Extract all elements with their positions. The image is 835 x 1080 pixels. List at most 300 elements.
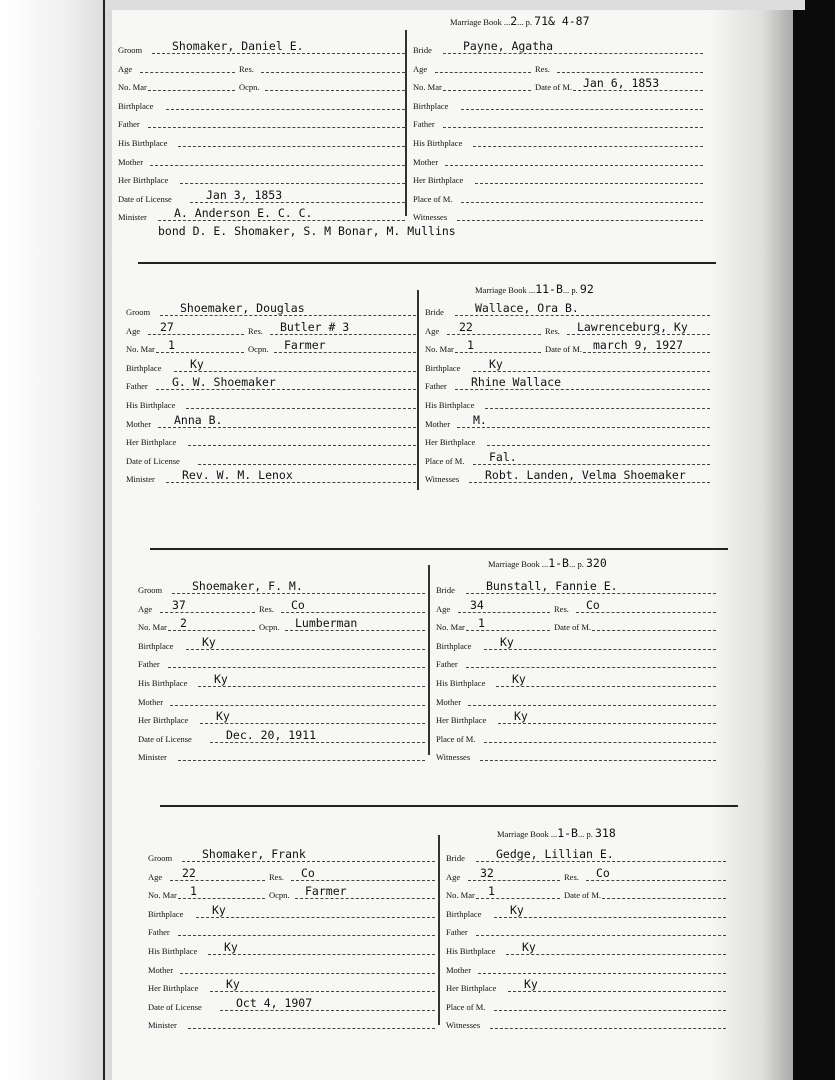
groom-row-groom xyxy=(126,300,416,318)
bride-date-of-m-label: Date of M. xyxy=(554,622,592,633)
fill-line xyxy=(186,408,416,409)
groom-mother-label: Mother xyxy=(118,156,144,167)
fill-line xyxy=(480,760,716,761)
bride-row-place-of-m xyxy=(436,727,716,745)
bride-no-mar-label: No. Mar xyxy=(446,890,475,901)
groom-row-age xyxy=(148,865,435,883)
groom-res-label: Res. xyxy=(239,63,254,74)
groom-row-her-birthplace xyxy=(126,430,416,448)
bride-age-label: Age xyxy=(436,603,451,614)
fill-line xyxy=(166,109,405,110)
groom-minister-value: A. Anderson E. C. C. xyxy=(174,206,313,221)
bride-row-no-mar xyxy=(425,337,710,355)
bride-witnesses-label: Witnesses xyxy=(413,212,448,223)
groom-ocpn-label: Ocpn. xyxy=(248,344,269,355)
groom-row-his-birthplace xyxy=(126,393,416,411)
bride-res-label: Res. xyxy=(564,871,579,882)
groom-row-date-of-license xyxy=(126,449,416,467)
bride-father-label: Father xyxy=(413,119,435,130)
bride-father-label: Father xyxy=(446,927,468,938)
fill-line xyxy=(198,464,416,465)
fill-line xyxy=(461,202,703,203)
bride-row-age xyxy=(446,865,726,883)
bride-row-bride xyxy=(413,38,703,56)
fill-line xyxy=(172,593,425,594)
groom-minister-label: Minister xyxy=(118,212,147,223)
groom-father-value: G. W. Shoemaker xyxy=(172,375,276,390)
groom-ocpn-value: Farmer xyxy=(284,338,326,353)
groom-row-no-mar xyxy=(126,337,416,355)
bride-birthplace-label: Birthplace xyxy=(425,362,461,373)
marriage-book-page: 71& 4-87 xyxy=(534,14,590,28)
groom-row-age xyxy=(118,57,405,75)
bride-bride-label: Bride xyxy=(425,307,444,317)
bride-row-place-of-m xyxy=(425,449,710,467)
groom-res-value: Co xyxy=(291,597,305,612)
groom-row-mother xyxy=(118,150,405,168)
bride-row-age xyxy=(425,319,710,337)
groom-her-birthplace-label: Her Birthplace xyxy=(126,437,177,448)
groom-minister-label: Minister xyxy=(138,752,167,763)
groom-row-minister xyxy=(138,745,425,763)
bride-row-her-birthplace xyxy=(446,976,726,994)
bride-age-value: 32 xyxy=(480,865,494,880)
fill-line xyxy=(210,991,435,992)
bride-date-of-m-label: Date of M. xyxy=(535,82,573,93)
groom-row-her-birthplace xyxy=(118,168,405,186)
groom-row-minister xyxy=(126,467,416,485)
marriage-book-page-label: p. xyxy=(571,285,578,295)
groom-groom-label: Groom xyxy=(126,307,151,317)
groom-his-birthplace-value: Ky xyxy=(214,672,228,686)
groom-row-his-birthplace xyxy=(138,671,425,689)
fill-line xyxy=(447,334,541,335)
fill-line xyxy=(494,1010,726,1011)
bride-row-her-birthplace xyxy=(413,168,703,186)
fill-line xyxy=(445,165,703,166)
groom-age-label: Age xyxy=(138,603,153,614)
bride-res-value: Lawrenceburg, Ky xyxy=(577,319,688,334)
bride-row-mother xyxy=(446,958,726,976)
fill-line xyxy=(567,334,710,335)
groom-row-groom xyxy=(118,38,405,56)
bride-mother-value: M. xyxy=(473,412,487,427)
bride-row-witnesses xyxy=(446,1013,726,1031)
bride-place-of-m-value: Fal. xyxy=(489,449,517,464)
fill-line xyxy=(455,389,710,390)
bride-his-birthplace-label: His Birthplace xyxy=(425,400,475,410)
groom-birthplace-value: Ky xyxy=(190,356,204,371)
bride-row-no-mar xyxy=(436,615,716,633)
fill-line xyxy=(490,1028,726,1029)
groom-row-her-birthplace xyxy=(138,708,425,726)
fill-line xyxy=(170,880,265,881)
groom-ocpn-value: Farmer xyxy=(305,884,347,899)
groom-row-birthplace xyxy=(148,902,435,920)
fill-line xyxy=(274,352,416,353)
fill-line xyxy=(494,917,726,918)
bride-row-father xyxy=(425,374,710,392)
groom-no-mar-label: No. Mar xyxy=(138,622,167,633)
fill-line xyxy=(152,53,405,54)
marriage-book-page-label: p. xyxy=(577,559,584,569)
fill-line xyxy=(291,880,435,881)
fill-line xyxy=(168,667,425,668)
groom-res-label: Res. xyxy=(259,603,274,614)
fill-line xyxy=(478,973,726,974)
marriage-book-page-label: p. xyxy=(586,829,593,839)
fill-line xyxy=(443,127,703,128)
bride-father-value: Rhine Wallace xyxy=(471,375,562,390)
fill-line xyxy=(158,427,416,428)
bride-bride-label: Bride xyxy=(436,585,455,595)
bride-birthplace-label: Birthplace xyxy=(436,640,472,651)
groom-her-birthplace-label: Her Birthplace xyxy=(118,175,169,186)
marriage-book-number: 2 xyxy=(510,14,518,28)
bride-no-mar-label: No. Mar xyxy=(413,82,442,93)
groom-ocpn-label: Ocpn. xyxy=(259,622,280,633)
bride-name-value: Gedge, Lillian E. xyxy=(496,847,614,861)
card-divider xyxy=(160,805,738,807)
fill-line xyxy=(178,146,405,147)
bride-row-father xyxy=(446,920,726,938)
bride-res-label: Res. xyxy=(545,325,560,336)
bride-row-birthplace xyxy=(413,94,703,112)
groom-her-birthplace-value: Ky xyxy=(216,709,230,724)
groom-date-of-license-value: Dec. 20, 1911 xyxy=(226,727,317,742)
bride-mother-label: Mother xyxy=(446,964,472,975)
marriage-book-label: Marriage Book xyxy=(450,17,502,27)
fill-line xyxy=(210,742,425,743)
bride-res-label: Res. xyxy=(535,63,550,74)
fill-line xyxy=(484,742,716,743)
groom-row-her-birthplace xyxy=(148,976,435,994)
bride-no-mar-label: No. Mar xyxy=(436,622,465,633)
bride-his-birthplace-label: His Birthplace xyxy=(413,138,463,148)
bride-her-birthplace-value: Ky xyxy=(514,709,528,724)
bride-row-no-mar xyxy=(446,883,726,901)
bride-bride-label: Bride xyxy=(446,853,465,863)
fill-line xyxy=(458,612,550,613)
bride-no-mar-value: 1 xyxy=(467,338,474,353)
bride-res-label: Res. xyxy=(554,603,569,614)
fill-line xyxy=(476,861,726,862)
fill-line xyxy=(496,686,716,687)
groom-his-birthplace-label: His Birthplace xyxy=(148,946,198,956)
bride-age-label: Age xyxy=(446,871,461,882)
groom-no-mar-value: 1 xyxy=(190,884,197,899)
groom-res-label: Res. xyxy=(269,871,284,882)
groom-birthplace-label: Birthplace xyxy=(126,362,162,373)
fill-line xyxy=(473,146,703,147)
bride-row-her-birthplace xyxy=(425,430,710,448)
bride-place-of-m-label: Place of M. xyxy=(446,1001,486,1012)
groom-no-mar-label: No. Mar xyxy=(148,890,177,901)
groom-mother-value: Anna B. xyxy=(174,412,223,427)
bride-column xyxy=(413,38,703,228)
fill-line xyxy=(557,72,703,73)
bride-date-of-m-label: Date of M. xyxy=(564,890,602,901)
bride-no-mar-value: 1 xyxy=(488,884,495,899)
bride-birthplace-label: Birthplace xyxy=(446,908,482,919)
groom-row-mother xyxy=(148,958,435,976)
groom-groom-label: Groom xyxy=(138,585,163,595)
groom-ocpn-label: Ocpn. xyxy=(239,82,260,93)
bride-witnesses-label: Witnesses xyxy=(446,1020,481,1031)
bride-no-mar-value: 1 xyxy=(478,616,485,631)
bride-age-label: Age xyxy=(413,63,428,74)
marriage-book-number: 11-B xyxy=(535,282,563,296)
marriage-book-page: 92 xyxy=(579,282,594,296)
groom-date-of-license-value: Jan 3, 1853 xyxy=(206,187,283,202)
groom-row-father xyxy=(148,920,435,938)
groom-row-age xyxy=(126,319,416,337)
groom-mother-label: Mother xyxy=(126,418,152,429)
groom-date-of-license-label: Date of License xyxy=(126,455,180,466)
groom-row-minister xyxy=(148,1013,435,1031)
groom-mother-label: Mother xyxy=(138,696,164,707)
bride-row-bride xyxy=(436,578,716,596)
fill-line xyxy=(148,127,405,128)
bride-witnesses-value: Robt. Landen, Velma Shoemaker xyxy=(485,468,686,483)
bride-name-value: Wallace, Ora B. xyxy=(475,301,579,315)
groom-age-value: 27 xyxy=(160,319,174,334)
bride-her-birthplace-label: Her Birthplace xyxy=(436,715,487,726)
fill-line xyxy=(443,90,531,91)
groom-minister-label: Minister xyxy=(126,474,155,485)
bond-note: bond D. E. Shomaker, S. M Bonar, M. Mullins xyxy=(158,224,456,238)
fill-line xyxy=(208,954,435,955)
bride-row-age xyxy=(413,57,703,75)
fill-line xyxy=(200,723,425,724)
fill-line xyxy=(182,861,435,862)
groom-birthplace-label: Birthplace xyxy=(148,908,184,919)
groom-no-mar-value: 1 xyxy=(168,338,175,353)
bride-father-label: Father xyxy=(425,381,447,392)
groom-name-value: Shomaker, Frank xyxy=(202,847,306,861)
fill-line xyxy=(188,1028,435,1029)
marriage-book-number: 1-B xyxy=(548,556,569,570)
groom-ocpn-label: Ocpn. xyxy=(269,890,290,901)
marriage-book-ref: Marriage Book ...11-B... p. 92 xyxy=(475,282,594,296)
fill-line xyxy=(198,686,425,687)
bride-bride-label: Bride xyxy=(413,45,432,55)
scan-left-edge xyxy=(103,0,105,1080)
marriage-book-number: 1-B xyxy=(557,826,578,840)
fill-line xyxy=(265,90,405,91)
fill-line xyxy=(150,165,405,166)
fill-line xyxy=(586,880,726,881)
bride-witnesses-label: Witnesses xyxy=(436,752,471,763)
fill-line xyxy=(196,917,435,918)
groom-row-father xyxy=(138,652,425,670)
fill-line xyxy=(148,90,235,91)
bride-row-birthplace xyxy=(436,634,716,652)
groom-bride-divider xyxy=(428,565,430,755)
groom-name-value: Shoemaker, F. M. xyxy=(192,579,303,593)
bride-column xyxy=(425,300,710,490)
card-divider xyxy=(138,262,716,264)
fill-line xyxy=(285,630,425,631)
bride-her-birthplace-label: Her Birthplace xyxy=(425,437,476,448)
groom-birthplace-value: Ky xyxy=(202,634,216,649)
marriage-book-page: 318 xyxy=(594,826,616,840)
fill-line xyxy=(443,53,703,54)
bride-row-place-of-m xyxy=(413,187,703,205)
bride-row-witnesses xyxy=(436,745,716,763)
fill-line xyxy=(508,991,726,992)
fill-line xyxy=(573,90,703,91)
fill-line xyxy=(583,352,710,353)
groom-date-of-license-label: Date of License xyxy=(148,1001,202,1012)
groom-no-mar-label: No. Mar xyxy=(126,344,155,355)
bride-name-value: Bunstall, Fannie E. xyxy=(486,579,618,593)
bride-her-birthplace-value: Ky xyxy=(524,977,538,992)
fill-line xyxy=(166,482,416,483)
groom-row-birthplace xyxy=(118,94,405,112)
groom-date-of-license-label: Date of License xyxy=(138,733,192,744)
bride-date-of-m-label: Date of M. xyxy=(545,344,583,355)
bride-row-birthplace xyxy=(446,902,726,920)
groom-name-value: Shomaker, Daniel E. xyxy=(172,39,304,53)
scan-left-margin xyxy=(0,0,112,1080)
fill-line xyxy=(178,898,265,899)
bride-birthplace-value: Ky xyxy=(510,902,524,917)
fill-line xyxy=(190,202,405,203)
groom-age-label: Age xyxy=(118,63,133,74)
fill-line xyxy=(476,935,726,936)
fill-line xyxy=(592,630,716,631)
groom-row-no-mar xyxy=(138,615,425,633)
bride-birthplace-value: Ky xyxy=(500,634,514,649)
fill-line xyxy=(435,72,531,73)
fill-line xyxy=(469,482,710,483)
bride-his-birthplace-value: Ky xyxy=(512,672,526,686)
fill-line xyxy=(178,935,435,936)
bride-row-bride xyxy=(425,300,710,318)
bride-row-her-birthplace xyxy=(436,708,716,726)
bride-birthplace-value: Ky xyxy=(489,356,503,371)
groom-row-no-mar xyxy=(118,75,405,93)
bride-age-value: 22 xyxy=(459,319,473,334)
bride-his-birthplace-label: His Birthplace xyxy=(436,678,486,688)
fill-line xyxy=(188,445,416,446)
groom-mother-label: Mother xyxy=(148,964,174,975)
fill-line xyxy=(473,464,710,465)
groom-row-birthplace xyxy=(138,634,425,652)
bride-row-father xyxy=(436,652,716,670)
groom-row-groom xyxy=(148,846,435,864)
fill-line xyxy=(466,630,550,631)
groom-no-mar-label: No. Mar xyxy=(118,82,147,93)
groom-res-value: Co xyxy=(301,865,315,880)
fill-line xyxy=(220,1010,435,1011)
fill-line xyxy=(498,723,716,724)
groom-row-date-of-license xyxy=(138,727,425,745)
fill-line xyxy=(178,760,425,761)
groom-row-mother xyxy=(126,412,416,430)
bride-row-age xyxy=(436,597,716,615)
groom-groom-label: Groom xyxy=(118,45,143,55)
bride-her-birthplace-label: Her Birthplace xyxy=(446,983,497,994)
marriage-book-page: 320 xyxy=(585,556,607,570)
groom-row-mother xyxy=(138,690,425,708)
groom-birthplace-label: Birthplace xyxy=(118,100,154,111)
groom-res-label: Res. xyxy=(248,325,263,336)
groom-column xyxy=(118,38,405,228)
bride-row-mother xyxy=(436,690,716,708)
bride-row-his-birthplace xyxy=(425,393,710,411)
fill-line xyxy=(281,612,425,613)
groom-age-label: Age xyxy=(126,325,141,336)
fill-line xyxy=(473,371,710,372)
fill-line xyxy=(468,880,560,881)
groom-groom-label: Groom xyxy=(148,853,173,863)
marriage-book-label: Marriage Book xyxy=(488,559,540,569)
fill-line xyxy=(457,427,710,428)
bride-res-value: Co xyxy=(586,597,600,612)
bride-row-mother xyxy=(413,150,703,168)
groom-column xyxy=(148,846,435,1036)
groom-name-value: Shoemaker, Douglas xyxy=(180,301,305,315)
bride-her-birthplace-label: Her Birthplace xyxy=(413,175,464,186)
fill-line xyxy=(461,109,703,110)
fill-line xyxy=(602,898,726,899)
fill-line xyxy=(186,649,425,650)
fill-line xyxy=(156,389,416,390)
fill-line xyxy=(148,334,244,335)
groom-his-birthplace-label: His Birthplace xyxy=(118,138,168,148)
bride-place-of-m-label: Place of M. xyxy=(436,733,476,744)
marriage-book-label: Marriage Book xyxy=(497,829,549,839)
fill-line xyxy=(168,630,255,631)
bride-mother-label: Mother xyxy=(436,696,462,707)
bride-place-of-m-label: Place of M. xyxy=(425,455,465,466)
groom-father-label: Father xyxy=(126,381,148,392)
groom-bride-divider xyxy=(438,835,440,1025)
groom-row-no-mar xyxy=(148,883,435,901)
groom-row-his-birthplace xyxy=(118,131,405,149)
bride-row-his-birthplace xyxy=(413,131,703,149)
bride-date-of-m-value: Jan 6, 1853 xyxy=(583,76,660,91)
marriage-book-ref: Marriage Book ...1-B... p. 320 xyxy=(488,556,607,570)
groom-row-date-of-license xyxy=(148,995,435,1013)
groom-her-birthplace-label: Her Birthplace xyxy=(138,715,189,726)
bride-row-birthplace xyxy=(425,356,710,374)
fill-line xyxy=(170,705,425,706)
marriage-book-ref: Marriage Book ...1-B... p. 318 xyxy=(497,826,616,840)
bride-row-father xyxy=(413,112,703,130)
groom-father-label: Father xyxy=(148,927,170,938)
fill-line xyxy=(455,352,541,353)
groom-row-age xyxy=(138,597,425,615)
groom-date-of-license-value: Oct 4, 1907 xyxy=(236,995,313,1010)
groom-column xyxy=(126,300,416,490)
fill-line xyxy=(180,973,435,974)
groom-her-birthplace-value: Ky xyxy=(226,977,240,992)
groom-minister-value: Rev. W. M. Lenox xyxy=(182,468,293,483)
fill-line xyxy=(180,183,405,184)
fill-line xyxy=(484,649,716,650)
fill-line xyxy=(261,72,405,73)
bride-res-value: Co xyxy=(596,865,610,880)
fill-line xyxy=(468,705,716,706)
groom-birthplace-value: Ky xyxy=(212,902,226,917)
bride-row-no-mar xyxy=(413,75,703,93)
scan-top-edge xyxy=(105,0,805,10)
bride-column xyxy=(446,846,726,1036)
groom-row-birthplace xyxy=(126,356,416,374)
